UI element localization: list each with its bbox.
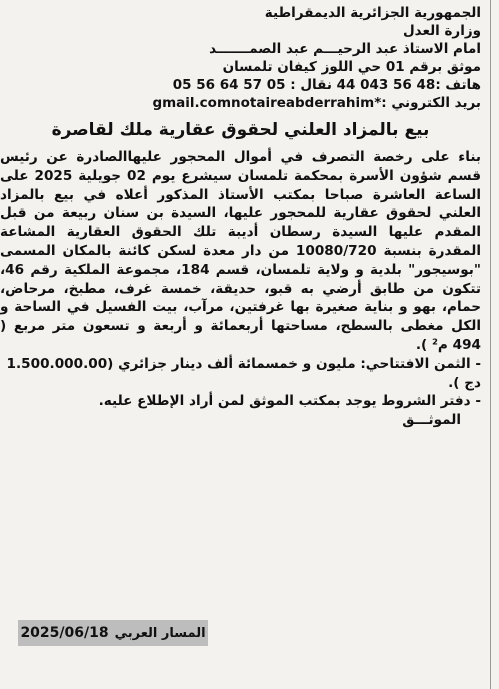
- notice-title: بيع بالمزاد العلني لحقوق عقارية ملك لقاصرة: [51, 120, 430, 140]
- ministry-line: وزارة العدل: [402, 23, 481, 39]
- newspaper-name: المسار العربي: [114, 626, 206, 641]
- conditions-note: - دفتر الشروط يوجد بمكتب الموثق لمن أراد الإطلاع عليه.: [98, 393, 481, 410]
- signature: الموثـــق: [402, 412, 461, 429]
- publication-footer: [18, 620, 208, 646]
- notice-body: [0, 148, 481, 355]
- notice-body-paragraph: بناء على رخصة التصرف في أموال المحجور عليهاالصادرة عن رئيس قسم شؤون الأسرة بمحكمة تلمسان سيشرع يوم 02 جويلية 2025 على الساعة العاشرة صباحا بمكتب الأستاذ المذكور أعلاه في بيع بالمزاد العلني لحقوق عقارية للمحجور عليها، السيدة بن سنان ربيعة من قبل المقدم عليها السيدة رسطان أديبة تلك الحقوق العقارية المشاعة المقدرة بنسبة 10080/720 من دار معدة لسكن كائنة بالمكان المسمى "بوسيجور" بلدية و ولاية تلمسان، قسم 184، مجموعة الملكية رقم 46، تتكون من طابق أرضي به قبو، حديقة، خمسة غرف، مطبخ، مرحاض، حمام، بهو و بناية صغيرة بها غرفتين، مرآب، بيت الفسيل في الساحة و الكل مغطى بالسطح، مساحتها أربعمائة و أربعة و تسعون متر مربع ( 494 م² ).: [0, 149, 482, 353]
- notary-name: امام الاستاذ عبد الرحيـــم عبد الصمـــــــد: [209, 41, 481, 57]
- notary-address: موثق برقم 01 حي اللوز كيفان تلمسان: [222, 59, 481, 75]
- republic-line: الجمهورية الجزائرية الديمقراطية: [264, 5, 481, 21]
- opening-price: - الثمن الافتتاحي: مليون و خمسمائة ألف دينار جزائري (1.500.000.00 دج ).: [6, 355, 481, 391]
- notary-email: بريد الكتروني :*gmail.comnotaireabderrahim: [152, 95, 481, 111]
- notary-phone: هاتف :48 56 043 44 نقال : 05 57 64 56 05: [172, 77, 481, 93]
- notary-header: [0, 0, 481, 112]
- column-rule: [490, 0, 491, 689]
- publication-date: 2025/06/18: [20, 625, 109, 641]
